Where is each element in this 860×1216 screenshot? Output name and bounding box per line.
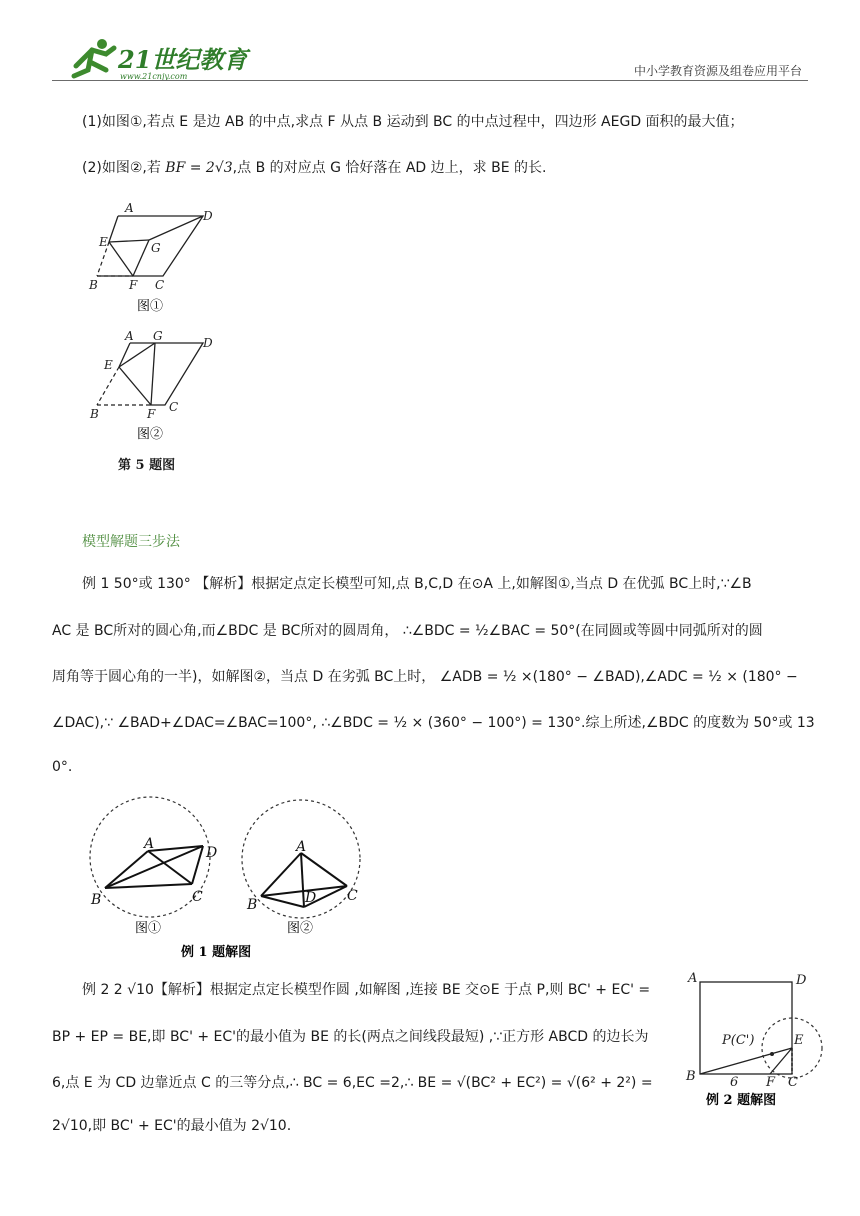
example1-line-1: 例 1 50°或 130° 【解析】根据定点定长模型可知,点 B,C,D 在⊙A 上,如解图①,当点 D 在优弧 BC上时,∵∠B [82, 576, 752, 592]
ex2-label-p: P(C') [722, 1033, 755, 1048]
fig1-label-d: D [203, 209, 213, 223]
ex1-fig2-label-a: A [296, 839, 307, 855]
ex1-fig2-caption: 图② [287, 921, 314, 936]
site-logo [62, 36, 248, 82]
example2-line-4: 2√10,即 BC' + EC'的最小值为 2√10. [52, 1118, 292, 1134]
problem-figure-2 [85, 327, 225, 447]
header-platform-text: 中小学教育资源及组卷应用平台 [633, 64, 802, 78]
ex1-fig2-label-d: D [305, 890, 317, 906]
ex1-fig1-caption: 图① [135, 921, 162, 936]
example2-line-1: 例 2 2 √10【解析】根据定点定长模型作圆 ,如解图 ,连接 BE 交⊙E 于点 P,则 BC' + EC' = [82, 982, 651, 998]
example1-figures [85, 797, 375, 967]
section-title: 模型解题三步法 [82, 534, 180, 550]
ex2-label-a: A [688, 971, 698, 986]
running-figure-icon [74, 39, 114, 76]
example1-line-3: 周角等于圆心角的一半)，如解图②，当点 D 在劣弧 BC上时， ∠ADB = ½ ×(180° − ∠BAD),∠ADC = ½ × (180° − [52, 669, 798, 685]
fig1-label-f: F [129, 278, 138, 292]
problem-q2 [82, 157, 546, 179]
example2-line-2: BP + EP = BE,即 BC' + EC'的最小值为 BE 的长(两点之间线段最短) ,∵正方形 ABCD 的边长为 [52, 1029, 649, 1045]
problem-q2-pre: (2)如图②,若 [82, 160, 166, 176]
example1-line-2: AC 是 BC所对的圆心角,而∠BDC 是 BC所对的圆周角， ∴∠BDC = ½∠BAC = 50°(在同圆或等圆中同弧所对的圆 [52, 623, 763, 639]
example1-line-4: ∠DAC),∵ ∠BAD+∠DAC=∠BAC=100°, ∴∠BDC = ½ × (360° − 100°) = 130°.综上所述,∠BDC 的度数为 50°或 13 [52, 715, 815, 731]
problem-q1: (1)如图①,若点 E 是边 AB 的中点,求点 F 从点 B 运动到 BC 的中点过程中，四边形 AEGD 面积的最大值； [82, 114, 744, 130]
fig1-caption: 图① [137, 299, 164, 314]
fig1-parallelogram-edges [97, 216, 203, 276]
logo-main-text: 21世纪教育 [118, 45, 248, 74]
example1-figure-1 [90, 797, 217, 936]
ex1-fig1-label-c: C [192, 889, 203, 905]
ex1-fig2-label-b: B [247, 897, 258, 913]
problem-figure-1 [85, 198, 225, 318]
ex1-fig1-label-b: B [91, 892, 102, 908]
ex2-label-c: C [788, 1075, 798, 1090]
fig2-label-g: G [153, 329, 163, 343]
problem-figure-title: 第 5 题图 [118, 458, 176, 473]
fig2-label-d: D [203, 336, 213, 350]
ex2-label-d: D [796, 973, 807, 988]
fig1-label-a: A [125, 201, 134, 215]
fig2-label-f: F [147, 407, 156, 421]
example2-figure [682, 962, 832, 1112]
fig1-label-e: E [99, 235, 108, 249]
example1-line-5: 0°. [52, 759, 73, 775]
logo-url-text: www.21cnjy.com [120, 72, 188, 81]
fig2-label-a: A [125, 329, 134, 343]
ex2-label-6: 6 [730, 1075, 739, 1090]
example1-figure-2 [242, 800, 360, 936]
ex1-fig1-label-a: A [144, 836, 155, 852]
ex1-fig2-label-c: C [347, 888, 358, 904]
problem-q2-post: ,点 B 的对应点 G 恰好落在 AD 边上，求 BE 的长. [232, 160, 547, 176]
fig1-label-c: C [155, 278, 165, 292]
example2-figure-title: 例 2 题解图 [706, 1093, 777, 1108]
example1-figure-title: 例 1 题解图 [181, 945, 252, 960]
fig2-caption: 图② [137, 427, 164, 442]
fig2-label-b: B [90, 407, 99, 421]
ex2-label-b: B [686, 1069, 696, 1084]
fig2-label-c: C [169, 400, 179, 414]
ex2-label-f: F [766, 1075, 776, 1090]
header-divider [52, 80, 808, 81]
example2-line-3: 6,点 E 为 CD 边靠近点 C 的三等分点,∴ BC = 6,EC =2,∴ BE = √(BC² + EC²) = √(6² + 2²) = [52, 1075, 653, 1091]
ex1-fig1-label-d: D [206, 845, 218, 861]
ex2-square [700, 982, 792, 1074]
fig1-label-b: B [89, 278, 98, 292]
fig1-label-g: G [151, 241, 161, 255]
fig2-label-e: E [104, 358, 113, 372]
problem-q2-math: BF = 2√3 [165, 160, 233, 176]
ex2-label-e: E [794, 1033, 804, 1048]
